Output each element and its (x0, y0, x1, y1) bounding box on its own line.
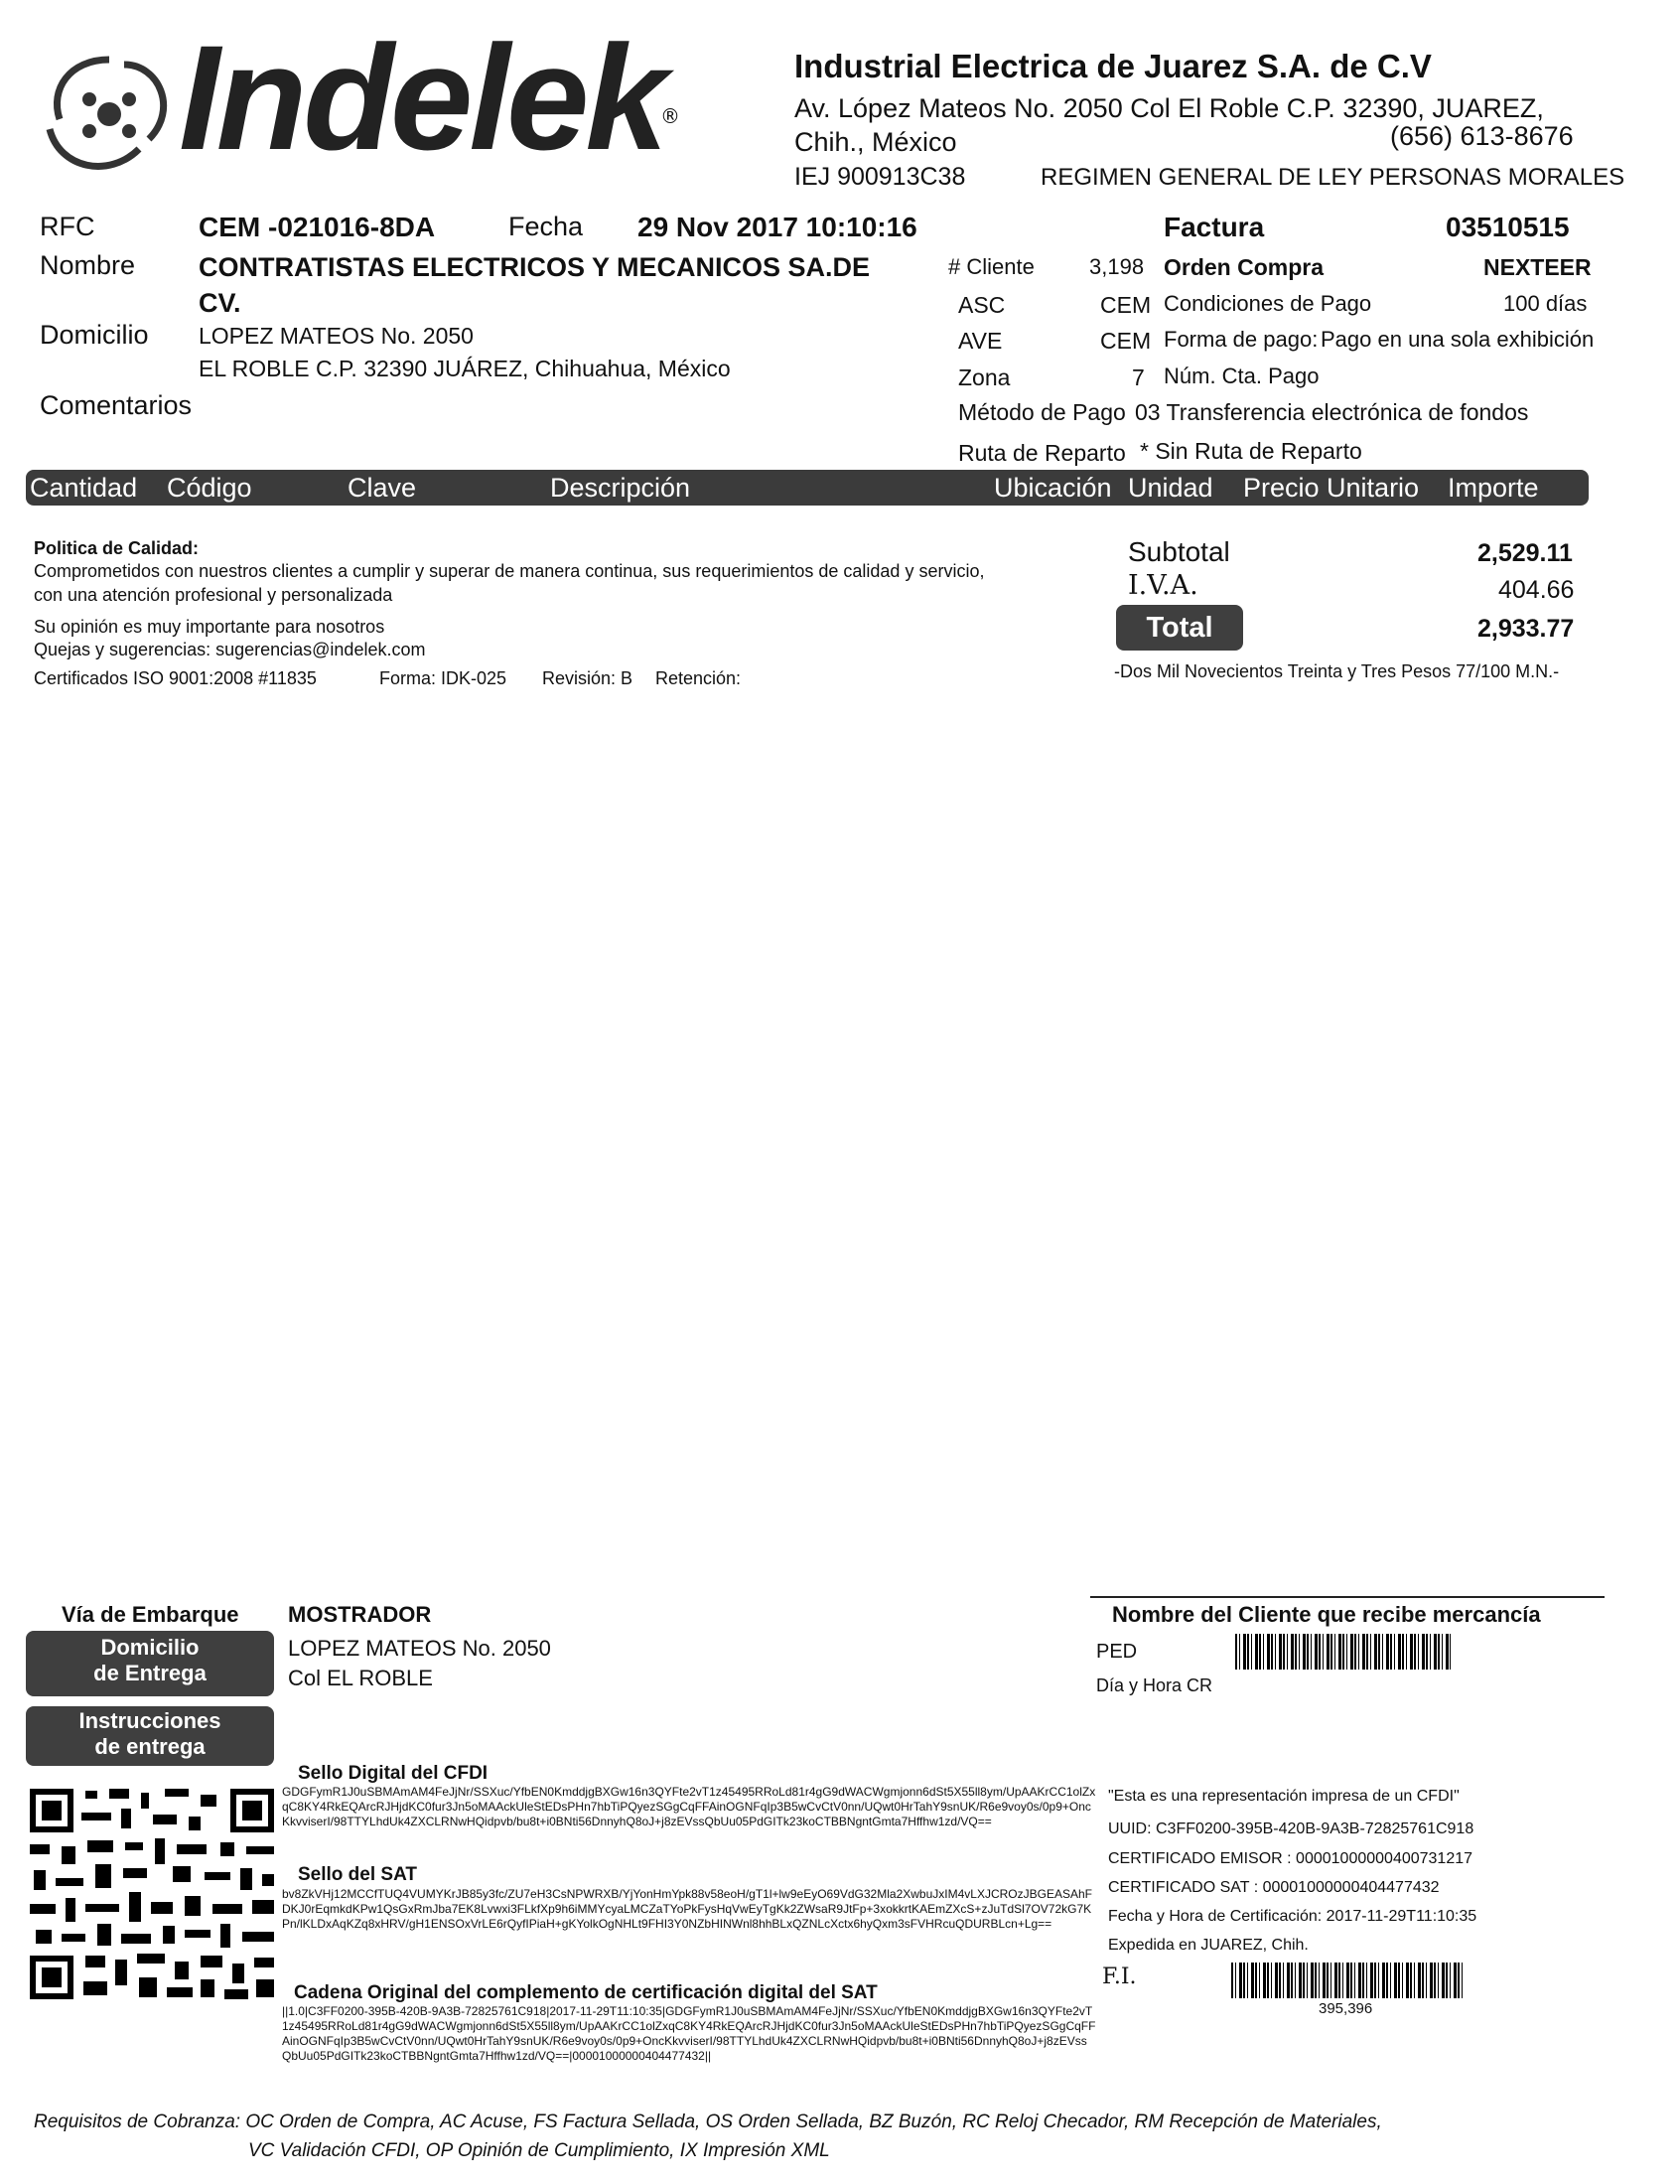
cadena-original-title: Cadena Original del complemento de certificación digital del SAT (294, 1982, 878, 2003)
ruta-value: * Sin Ruta de Reparto (1140, 438, 1362, 464)
condiciones-label: Condiciones de Pago (1164, 291, 1372, 316)
retencion: Retención: (655, 668, 742, 688)
qr-code-icon (26, 1785, 278, 2003)
ave-value: CEM (1100, 328, 1152, 354)
cadena-original-value: ||1.0|C3FF0200-395B-420B-9A3B-72825761C918|2017-11-29T11:10:35|GDGFymR1J0uSBMAmAM4FeJjNr/SSXuc/YfbEN0KmddjgBXGw16n3QYFte2vT1z45495RRoLd81r4gG9dWACWgmjonn6dSt5X55ll8ym/UpAAKrCC1olZxqC8KY4RkEQArcRJHjdKC0fur3Jn5oMAAckUleStEDsPHn7hbTiPQyezSGgCqFFAinOGNFqIp3B5wCvCtV0nn/UQwt0HrTahY9snUK/R6e9voy0s/0p9+OncKkvviserI/98TTYLhdUk4ZXCLRNwHQidpvb/bu8t+i0BNti56DnnyhQ8oJ+j8zEVssQbUu05PdGITk23koCTBBNgntGmta7Hffhw1zd/VQ==|00001000000404477432|| (282, 2004, 1096, 2063)
policy-line1: Comprometidos con nuestros clientes a cumplir y superar de manera continua, sus requerimientos de calidad y servicio, (34, 561, 985, 581)
policy-line2: con una atención profesional y personalizada (34, 585, 393, 605)
cfdi-cert-sat: CERTIFICADO SAT : 00001000000404477432 (1108, 1879, 1440, 1896)
company-address-line1: Av. López Mateos No. 2050 Col El Roble C.P. 32390, JUAREZ, (794, 93, 1544, 123)
total-value: 2,933.77 (1477, 615, 1575, 643)
asc-label: ASC (958, 292, 1006, 318)
zona-value: 7 (1132, 364, 1145, 390)
dia-hora-label: Día y Hora CR (1096, 1675, 1213, 1695)
zona-label: Zona (958, 364, 1011, 390)
asc-value: CEM (1100, 292, 1152, 318)
iso-certificados: Certificados ISO 9001:2008 #11835 (34, 668, 317, 688)
cfdi-uuid: UUID: C3FF0200-395B-420B-9A3B-72825761C918 (1108, 1820, 1474, 1837)
ped-barcode (1235, 1634, 1451, 1670)
cfdi-fecha-cert: Fecha y Hora de Certificación: 2017-11-29T11:10:35 (1108, 1908, 1477, 1925)
sello-digital-value: GDGFymR1J0uSBMAmAM4FeJjNr/SSXuc/YfbEN0KmddjgBXGw16n3QYFte2vT1z45495RRoLd81r4gG9dWACWgmjonn6dSt5X55ll8ym/UpAAKrCC1olZxqC8KY4RkEQArcRJHjdKC0fur3Jn5oMAAckUleStEDsPHn7hbTiPQyezSGgCqFFAinOGNFqIp3B5wCvCtV0nn/UQwt0HrTahY9snUK/R6e9voy0s/0p9+OncKkvviserI/98TTYLhdUk4ZXCLRNwHQidpvb/bu8t+i0BNti56DnnyhQ8oJ+j8zEVssQbUu05PdGITk23koCTBBNgntGmta7Hffhw1zd/VQ== (282, 1785, 1096, 1828)
total-letra: -Dos Mil Novecientos Treinta y Tres Pesos 77/100 M.N.- (1114, 661, 1560, 681)
company-regimen: REGIMEN GENERAL DE LEY PERSONAS MORALES (1041, 164, 1625, 191)
ped-label: PED (1096, 1641, 1138, 1663)
client-address-line1: LOPEZ MATEOS No. 2050 (199, 323, 474, 349)
fi-barcode (1231, 1963, 1464, 1998)
footer-requisitos-line2: VC Validación CFDI, OP Opinión de Cumplimiento, IX Impresión XML (248, 2140, 830, 2161)
company-address-line2: Chih., México (794, 127, 957, 157)
policy-line4: Quejas y sugerencias: sugerencias@indelek.com (34, 640, 426, 659)
footer-requisitos-line1: Requisitos de Cobranza: OC Orden de Compra, AC Acuse, FS Factura Sellada, OS Orden Sellada, BZ Buzón, RC Reloj Checador, RM Recepción de Materiales, (34, 2111, 1382, 2132)
domicilio-entrega-label-line1: Domicilio (100, 1635, 200, 1660)
forma-pago-label: Forma de pago: (1164, 327, 1319, 352)
ave-label: AVE (958, 328, 1003, 354)
policy-title: Politica de Calidad: (34, 538, 200, 558)
total-label: Total (1116, 605, 1243, 651)
col-importe: Importe (1448, 473, 1539, 503)
cfdi-expedida: Expedida en JUAREZ, Chih. (1108, 1937, 1309, 1954)
entrega-address-line2: Col EL ROBLE (288, 1666, 433, 1690)
sello-sat-title: Sello del SAT (298, 1864, 418, 1885)
cuenta-pago-label: Núm. Cta. Pago (1164, 364, 1320, 388)
client-address-line2: EL ROBLE C.P. 32390 JUÁREZ, Chihuahua, México (199, 356, 731, 381)
instrucciones-entrega-label-line2: de entrega (94, 1734, 206, 1759)
factura-label: Factura (1164, 212, 1265, 242)
client-name-line2: CV. (199, 288, 241, 318)
cliente-label: # Cliente (948, 254, 1035, 279)
metodo-pago-label: Método de Pago (958, 399, 1126, 425)
condiciones-value: 100 días (1503, 291, 1588, 316)
domicilio-label: Domicilio (40, 320, 149, 350)
nombre-label: Nombre (40, 250, 136, 280)
comentarios-label: Comentarios (40, 390, 193, 420)
col-ubicacion: Ubicación (994, 473, 1112, 503)
instrucciones-entrega-label (26, 1706, 274, 1766)
orden-compra-label: Orden Compra (1164, 254, 1325, 280)
company-logo-text: Indelek (179, 14, 664, 181)
metodo-pago-value: 03 Transferencia electrónica de fondos (1135, 399, 1529, 425)
revision: Revisión: B (542, 668, 633, 688)
registered-mark: ® (660, 104, 680, 128)
iva-label: I.V.A. (1128, 570, 1198, 601)
cfdi-cert-emisor: CERTIFICADO EMISOR : 00001000000400731217 (1108, 1850, 1473, 1867)
col-clave: Clave (348, 473, 417, 503)
subtotal-value: 2,529.11 (1477, 539, 1573, 567)
domicilio-entrega-label-line2: de Entrega (93, 1661, 207, 1685)
col-cantidad: Cantidad (30, 473, 138, 503)
fecha-label: Fecha (508, 212, 584, 241)
col-codigo: Código (167, 473, 252, 503)
ruta-label: Ruta de Reparto (958, 440, 1126, 466)
instrucciones-entrega-label-line1: Instrucciones (78, 1708, 221, 1733)
receiver-title: Nombre del Cliente que recibe mercancía (1112, 1602, 1541, 1627)
sello-sat-value: bv8ZkVHj12MCCfTUQ4VUMYKrJB85y3fc/ZU7eH3CsNPWRXB/YjYonHmYpk88v58eoH/gT1l+lw9eEyO69VdG32Mla2XwbuJxIM4vLXJCROzJBGEASAhFDKJ0rEqmkdKPw1QsGxRmJba7EK8Lvwxi3FLkfXp9h6iMMYcyaLMCZaTYoPkFysHqVwEyTgKk2ZWsaR9JtFp+3xokkrtKAEmZXcS+zJuTdSl7OV72kG7KPn/lKLDxAqKZq8xHRV/gH1ENSOxVrLE6rQyfIPiaH+gKYolkOgNHLt9FHI3Y0NZbHINWnl8hhBLxQZNLcXctx6hyQxm3sFVHRcuQDURBLcn+Lg== (282, 1887, 1092, 1931)
client-rfc: CEM -021016-8DA (199, 212, 436, 242)
items-table-header (26, 470, 1589, 506)
via-embarque-label: Vía de Embarque (62, 1602, 239, 1627)
via-embarque-value: MOSTRADOR (288, 1602, 432, 1627)
company-rfc: IEJ 900913C38 (794, 163, 966, 191)
rfc-label: RFC (40, 212, 95, 241)
fi-label: F.I. (1102, 1965, 1137, 1989)
cfdi-representacion: "Esta es una representación impresa de un CFDI" (1108, 1788, 1460, 1805)
subtotal-label: Subtotal (1128, 536, 1230, 567)
orden-compra-value: NEXTEER (1483, 254, 1592, 280)
receiver-divider (1090, 1596, 1605, 1598)
company-name: Industrial Electrica de Juarez S.A. de C.V (794, 48, 1432, 84)
fi-number: 395,396 (1319, 2000, 1373, 2017)
iva-value: 404.66 (1498, 576, 1575, 604)
entrega-address-line1: LOPEZ MATEOS No. 2050 (288, 1636, 551, 1661)
sello-digital-title: Sello Digital del CFDI (298, 1763, 489, 1784)
policy-line3: Su opinión es muy importante para nosotros (34, 617, 385, 637)
indelek-logo-swirl-icon (30, 40, 189, 189)
forma-pago-value: Pago en una sola exhibición (1321, 327, 1595, 352)
col-unidad: Unidad (1128, 473, 1213, 503)
domicilio-entrega-label (26, 1631, 274, 1696)
invoice-date: 29 Nov 2017 10:10:16 (637, 212, 917, 242)
client-name-line1: CONTRATISTAS ELECTRICOS Y MECANICOS SA.DE (199, 252, 871, 282)
forma-code: Forma: IDK-025 (379, 668, 507, 688)
company-phone: (656) 613-8676 (1390, 121, 1574, 151)
col-descripcion: Descripción (550, 473, 691, 503)
factura-number: 03510515 (1446, 212, 1570, 242)
cliente-number: 3,198 (1089, 254, 1145, 279)
col-precio-unitario: Precio Unitario (1243, 473, 1420, 503)
